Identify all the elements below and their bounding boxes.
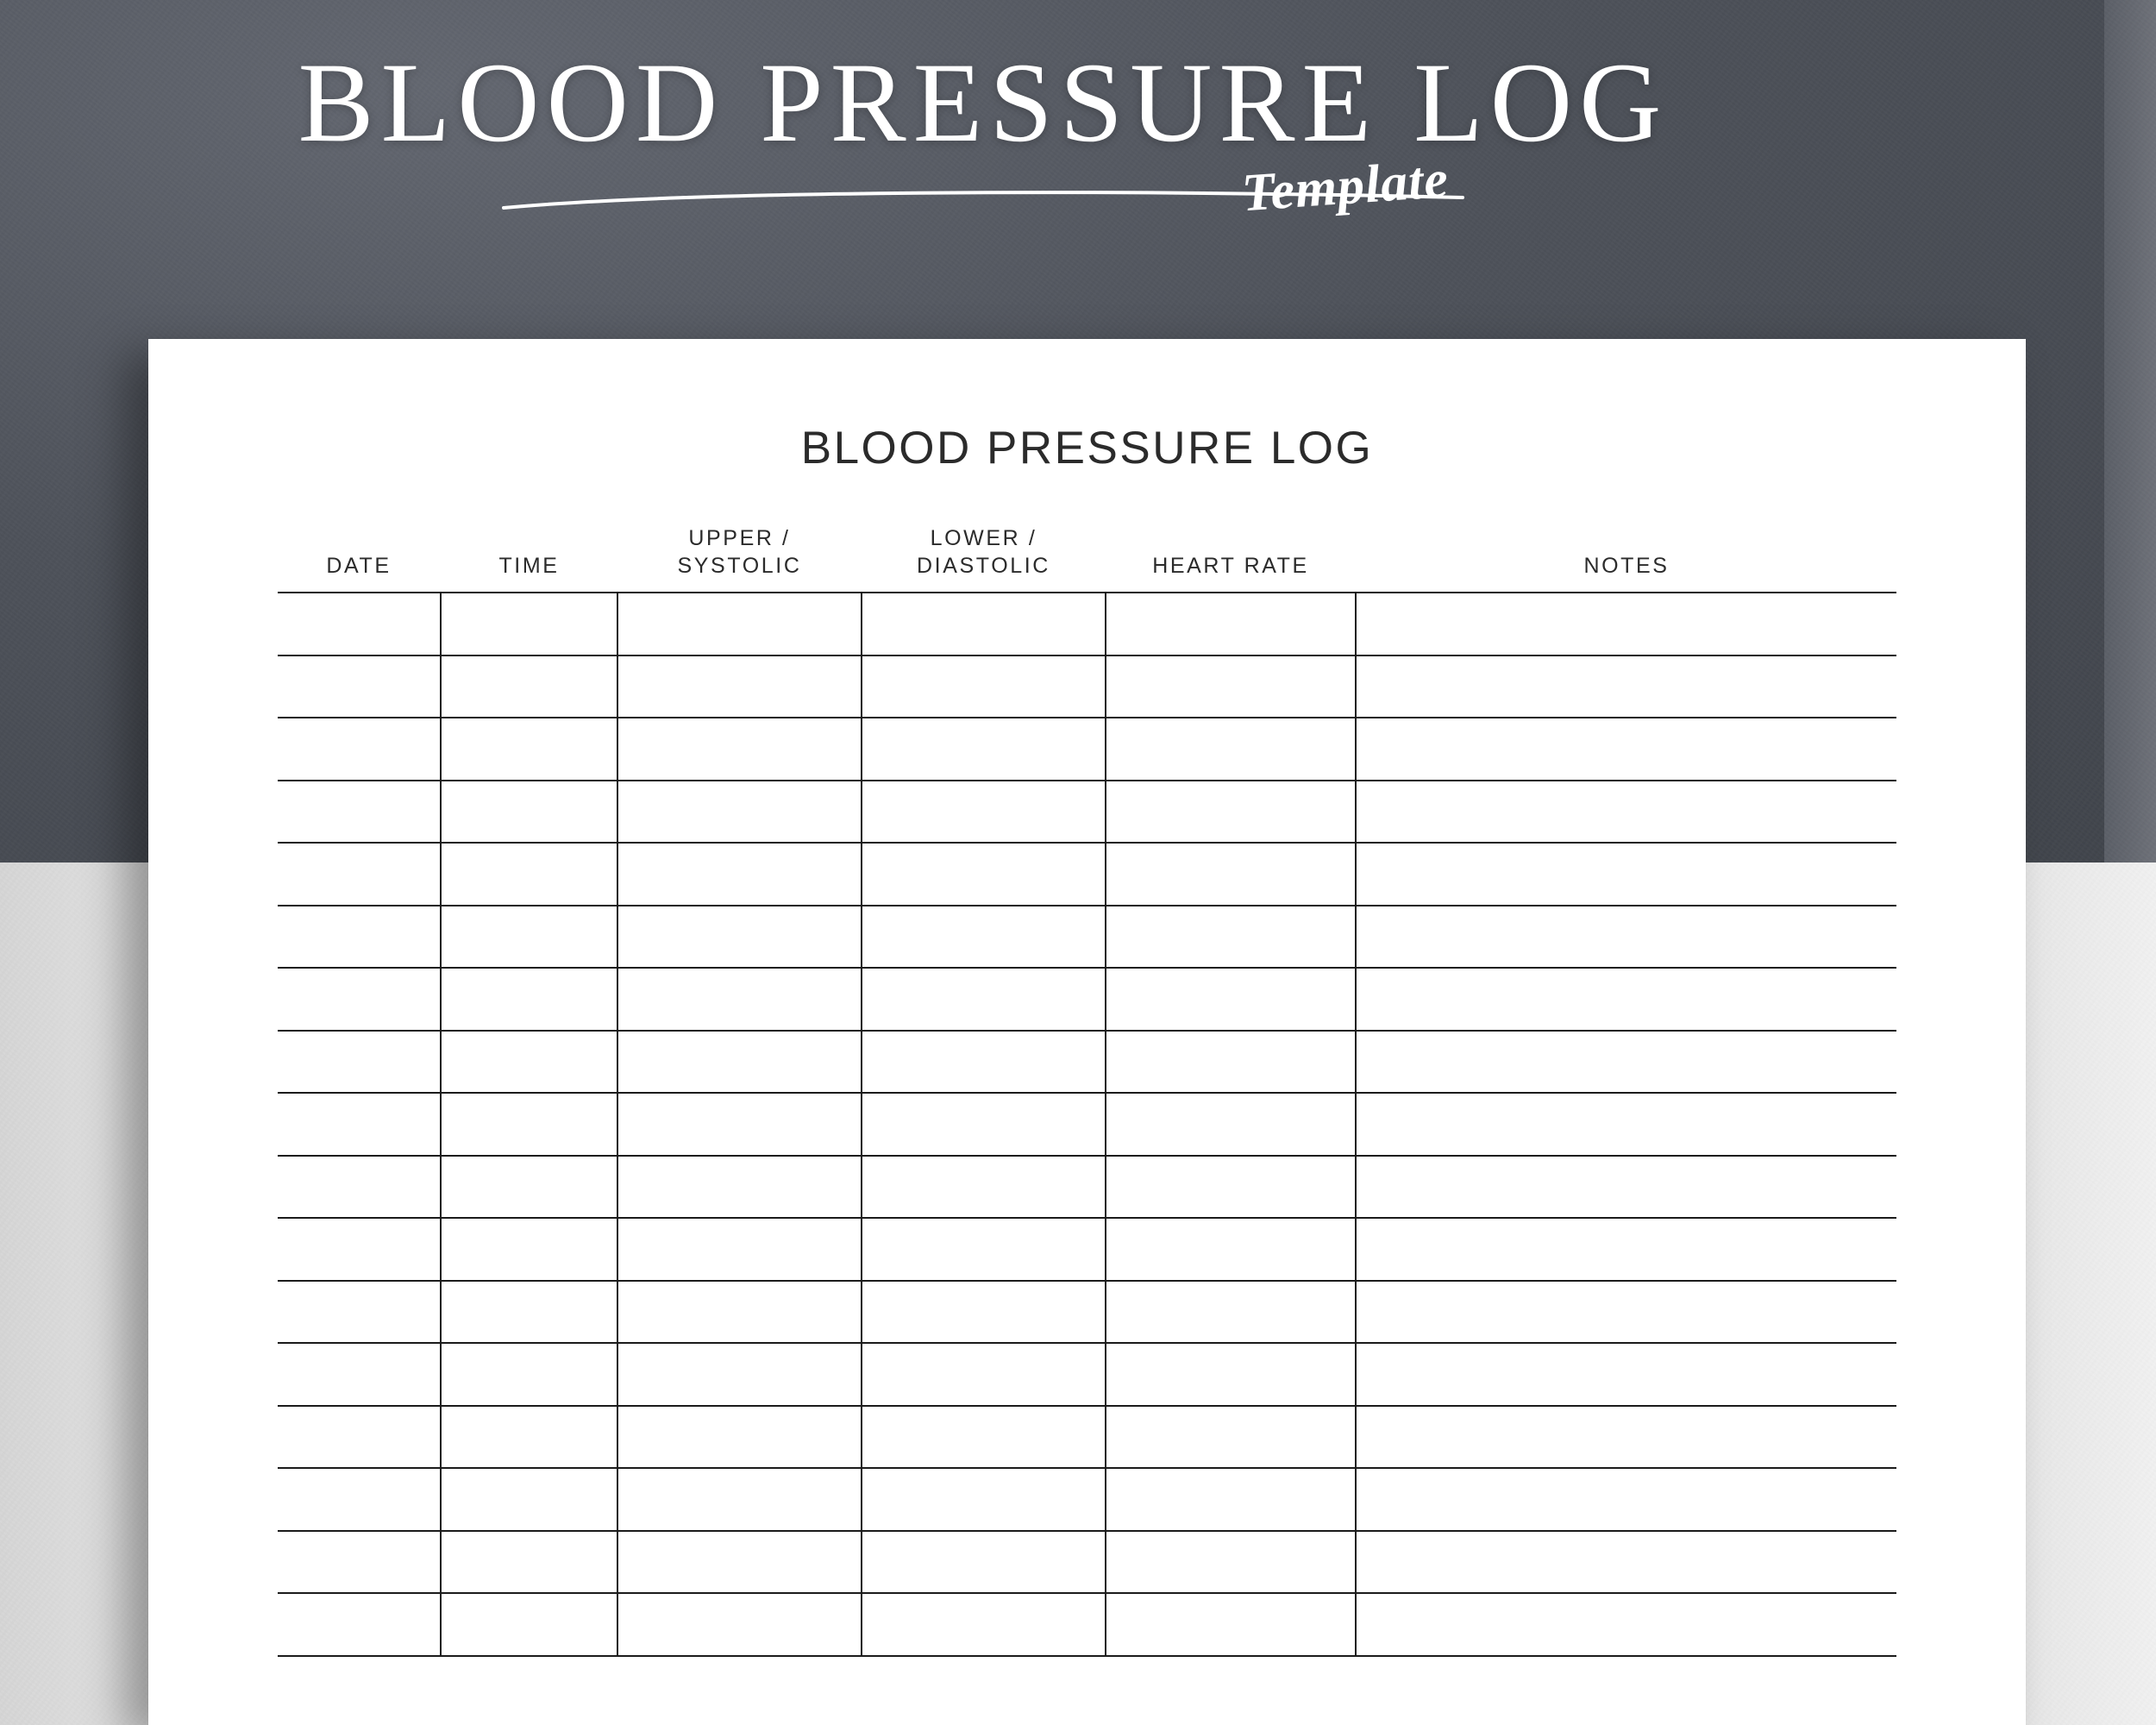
cell-heart_rate[interactable] bbox=[1106, 843, 1356, 906]
cell-notes[interactable] bbox=[1356, 1593, 1896, 1656]
cell-lower[interactable] bbox=[862, 1156, 1106, 1219]
cell-heart_rate[interactable] bbox=[1106, 1031, 1356, 1094]
table-row bbox=[278, 1343, 1896, 1406]
cell-time[interactable] bbox=[441, 1156, 617, 1219]
cell-heart_rate[interactable] bbox=[1106, 906, 1356, 969]
cell-time[interactable] bbox=[441, 906, 617, 969]
table-row bbox=[278, 1406, 1896, 1469]
cell-time[interactable] bbox=[441, 1343, 617, 1406]
background-bottom-left-shade bbox=[0, 862, 164, 1725]
cell-heart_rate[interactable] bbox=[1106, 781, 1356, 844]
cell-notes[interactable] bbox=[1356, 1218, 1896, 1281]
background-top-right-edge bbox=[2104, 0, 2156, 862]
column-header-date bbox=[278, 524, 441, 593]
cell-lower[interactable] bbox=[862, 718, 1106, 781]
cell-lower[interactable] bbox=[862, 1406, 1106, 1469]
cell-date[interactable] bbox=[278, 843, 441, 906]
cell-upper[interactable] bbox=[617, 656, 862, 718]
table-row bbox=[278, 1093, 1896, 1156]
cell-heart_rate[interactable] bbox=[1106, 1343, 1356, 1406]
poster-title-block bbox=[0, 39, 1966, 239]
column-header-upper-line1: UPPER / bbox=[688, 526, 791, 550]
cell-time[interactable] bbox=[441, 1593, 617, 1656]
cell-notes[interactable] bbox=[1356, 1468, 1896, 1531]
cell-notes[interactable] bbox=[1356, 906, 1896, 969]
column-header-lower-diastolic bbox=[862, 524, 1106, 593]
cell-upper[interactable] bbox=[617, 1031, 862, 1094]
cell-time[interactable] bbox=[441, 656, 617, 718]
cell-notes[interactable] bbox=[1356, 593, 1896, 656]
cell-notes[interactable] bbox=[1356, 718, 1896, 781]
cell-notes[interactable] bbox=[1356, 656, 1896, 718]
cell-lower[interactable] bbox=[862, 1281, 1106, 1344]
cell-upper[interactable] bbox=[617, 781, 862, 844]
cell-upper[interactable] bbox=[617, 1093, 862, 1156]
cell-heart_rate[interactable] bbox=[1106, 1156, 1356, 1219]
column-header-upper-line2: SYSTOLIC bbox=[677, 554, 802, 578]
cell-upper[interactable] bbox=[617, 1531, 862, 1594]
cell-date[interactable] bbox=[278, 718, 441, 781]
cell-time[interactable] bbox=[441, 718, 617, 781]
cell-time[interactable] bbox=[441, 1531, 617, 1594]
cell-lower[interactable] bbox=[862, 781, 1106, 844]
table-row bbox=[278, 1531, 1896, 1594]
table-row bbox=[278, 1218, 1896, 1281]
poster-subtitle-script: Template bbox=[1239, 149, 1451, 223]
cell-notes[interactable] bbox=[1356, 843, 1896, 906]
cell-date[interactable] bbox=[278, 1281, 441, 1344]
cell-upper[interactable] bbox=[617, 1468, 862, 1531]
paper-sheet bbox=[148, 339, 2026, 1725]
cell-upper[interactable] bbox=[617, 1281, 862, 1344]
cell-lower[interactable] bbox=[862, 656, 1106, 718]
cell-date[interactable] bbox=[278, 968, 441, 1031]
table-row bbox=[278, 781, 1896, 844]
cell-time[interactable] bbox=[441, 1093, 617, 1156]
document-title: BLOOD PRESSURE LOG bbox=[800, 423, 1374, 474]
blood-pressure-table bbox=[278, 524, 1896, 1657]
cell-heart_rate[interactable] bbox=[1106, 718, 1356, 781]
cell-heart_rate[interactable] bbox=[1106, 1531, 1356, 1594]
poster-subtitle-row bbox=[0, 149, 1966, 239]
cell-lower[interactable] bbox=[862, 1218, 1106, 1281]
table-row bbox=[278, 906, 1896, 969]
cell-heart_rate[interactable] bbox=[1106, 593, 1356, 656]
table-header bbox=[278, 524, 1896, 593]
cell-upper[interactable] bbox=[617, 593, 862, 656]
cell-time[interactable] bbox=[441, 1406, 617, 1469]
table-row bbox=[278, 1468, 1896, 1531]
cell-date[interactable] bbox=[278, 1406, 441, 1469]
sheet-content bbox=[148, 339, 2026, 1725]
column-header-heart-rate bbox=[1106, 524, 1356, 593]
cell-date[interactable] bbox=[278, 1218, 441, 1281]
column-header-notes bbox=[1356, 524, 1896, 593]
table-body bbox=[278, 593, 1896, 1656]
cell-notes[interactable] bbox=[1356, 968, 1896, 1031]
cell-date[interactable] bbox=[278, 1468, 441, 1531]
cell-heart_rate[interactable] bbox=[1106, 1468, 1356, 1531]
cell-heart_rate[interactable] bbox=[1106, 1218, 1356, 1281]
table-row bbox=[278, 1281, 1896, 1344]
cell-notes[interactable] bbox=[1356, 1031, 1896, 1094]
cell-heart_rate[interactable] bbox=[1106, 656, 1356, 718]
cell-time[interactable] bbox=[441, 1468, 617, 1531]
cell-upper[interactable] bbox=[617, 1406, 862, 1469]
cell-upper[interactable] bbox=[617, 1593, 862, 1656]
cell-heart_rate[interactable] bbox=[1106, 1593, 1356, 1656]
table-row bbox=[278, 656, 1896, 718]
cell-date[interactable] bbox=[278, 1531, 441, 1594]
cell-upper[interactable] bbox=[617, 1218, 862, 1281]
column-header-upper-systolic bbox=[617, 524, 862, 593]
cell-heart_rate[interactable] bbox=[1106, 1281, 1356, 1344]
cell-time[interactable] bbox=[441, 593, 617, 656]
cell-upper[interactable] bbox=[617, 906, 862, 969]
table-row bbox=[278, 968, 1896, 1031]
cell-notes[interactable] bbox=[1356, 1093, 1896, 1156]
table-row bbox=[278, 593, 1896, 656]
column-header-time-line1: TIME bbox=[498, 554, 560, 578]
cell-upper[interactable] bbox=[617, 843, 862, 906]
cell-upper[interactable] bbox=[617, 1156, 862, 1219]
cell-heart_rate[interactable] bbox=[1106, 1406, 1356, 1469]
column-header-heart-rate-line1: HEART RATE bbox=[1152, 554, 1309, 578]
cell-notes[interactable] bbox=[1356, 781, 1896, 844]
cell-date[interactable] bbox=[278, 1156, 441, 1219]
cell-date[interactable] bbox=[278, 1343, 441, 1406]
poster-title: BLOOD PRESSURE LOG bbox=[298, 39, 1669, 166]
cell-date[interactable] bbox=[278, 781, 441, 844]
cell-time[interactable] bbox=[441, 1031, 617, 1094]
cell-date[interactable] bbox=[278, 656, 441, 718]
cell-time[interactable] bbox=[441, 781, 617, 844]
cell-lower[interactable] bbox=[862, 1593, 1106, 1656]
cell-lower[interactable] bbox=[862, 1093, 1106, 1156]
cell-lower[interactable] bbox=[862, 1531, 1106, 1594]
table-row bbox=[278, 1031, 1896, 1094]
cell-lower[interactable] bbox=[862, 1031, 1106, 1094]
table-row bbox=[278, 843, 1896, 906]
cell-upper[interactable] bbox=[617, 718, 862, 781]
cell-date[interactable] bbox=[278, 1031, 441, 1094]
column-header-lower-line1: LOWER / bbox=[930, 526, 1037, 550]
cell-lower[interactable] bbox=[862, 1343, 1106, 1406]
cell-lower[interactable] bbox=[862, 968, 1106, 1031]
cell-date[interactable] bbox=[278, 593, 441, 656]
cell-date[interactable] bbox=[278, 1093, 441, 1156]
cell-heart_rate[interactable] bbox=[1106, 1093, 1356, 1156]
cell-lower[interactable] bbox=[862, 1468, 1106, 1531]
cell-upper[interactable] bbox=[617, 1343, 862, 1406]
table-row bbox=[278, 1593, 1896, 1656]
table-row bbox=[278, 1156, 1896, 1219]
cell-time[interactable] bbox=[441, 968, 617, 1031]
cell-time[interactable] bbox=[441, 1281, 617, 1344]
cell-lower[interactable] bbox=[862, 906, 1106, 969]
column-header-date-line1: DATE bbox=[326, 554, 392, 578]
cell-date[interactable] bbox=[278, 906, 441, 969]
cell-time[interactable] bbox=[441, 843, 617, 906]
cell-heart_rate[interactable] bbox=[1106, 968, 1356, 1031]
cell-notes[interactable] bbox=[1356, 1156, 1896, 1219]
cell-time[interactable] bbox=[441, 1218, 617, 1281]
cell-upper[interactable] bbox=[617, 968, 862, 1031]
table-row bbox=[278, 718, 1896, 781]
cell-notes[interactable] bbox=[1356, 1281, 1896, 1344]
cell-notes[interactable] bbox=[1356, 1343, 1896, 1406]
cell-date[interactable] bbox=[278, 1593, 441, 1656]
column-header-notes-line1: NOTES bbox=[1583, 554, 1670, 578]
cell-notes[interactable] bbox=[1356, 1531, 1896, 1594]
table-header-row bbox=[278, 524, 1896, 593]
column-header-time bbox=[441, 524, 617, 593]
cell-lower[interactable] bbox=[862, 843, 1106, 906]
cell-notes[interactable] bbox=[1356, 1406, 1896, 1469]
cell-lower[interactable] bbox=[862, 593, 1106, 656]
column-header-lower-line2: DIASTOLIC bbox=[917, 554, 1050, 578]
